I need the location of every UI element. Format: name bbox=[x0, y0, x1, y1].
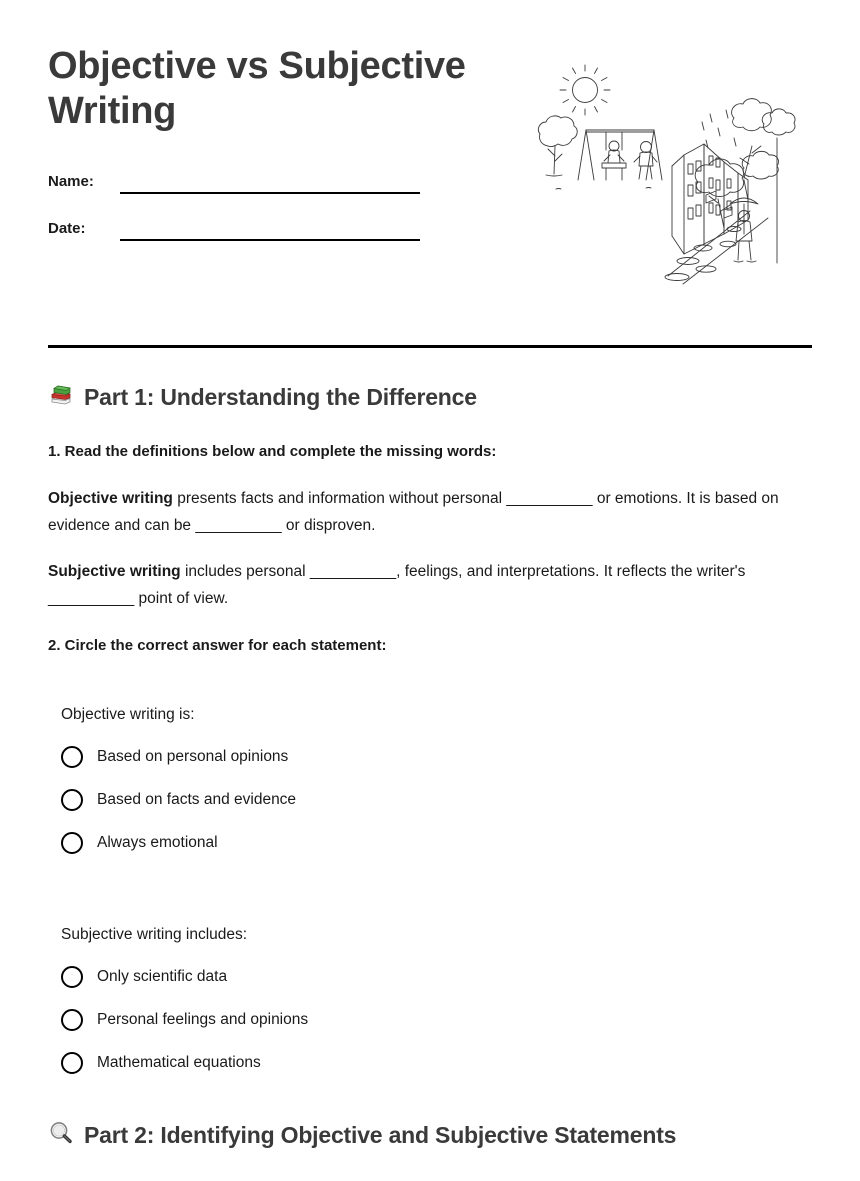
sun-icon bbox=[560, 65, 610, 115]
option-label: Based on facts and evidence bbox=[97, 790, 297, 808]
page-title: Objective vs Subjective Writing bbox=[48, 45, 466, 132]
option-row[interactable] bbox=[61, 964, 812, 990]
magnifying-glass-icon bbox=[48, 1120, 74, 1151]
radio-circle-icon[interactable] bbox=[61, 746, 83, 768]
mcq-prompt-subjective: Subjective writing includes: bbox=[61, 925, 248, 943]
option-label: Mathematical equations bbox=[97, 1053, 261, 1071]
definition-subjective-text: includes personal __________, feelings, and interpretations. It reflects the writer's __________ point of view. bbox=[48, 563, 746, 607]
worksheet-content bbox=[48, 382, 812, 1181]
header-divider-rule bbox=[48, 345, 812, 348]
worksheet-header bbox=[48, 44, 518, 254]
option-row[interactable] bbox=[61, 1007, 812, 1033]
name-field-label: Name: bbox=[48, 172, 94, 190]
option-label: Always emotional bbox=[97, 833, 218, 851]
books-icon bbox=[48, 382, 74, 413]
question-1-label: 1. Read the definitions below and complete the missing words: bbox=[48, 443, 497, 460]
option-row[interactable] bbox=[61, 744, 812, 770]
header-illustrations bbox=[528, 58, 828, 293]
option-row[interactable] bbox=[61, 830, 812, 856]
playground-swing-scene-illustration bbox=[538, 116, 662, 189]
option-label: Based on personal opinions bbox=[97, 747, 289, 765]
definition-objective-text: presents facts and information without personal __________ or emotions. It is based on evidence and can be __________ or disproven. bbox=[48, 490, 779, 534]
option-label: Only scientific data bbox=[97, 967, 228, 985]
definition-objective bbox=[48, 486, 812, 539]
mcq-prompt-objective: Objective writing is: bbox=[61, 705, 195, 723]
part2-heading bbox=[48, 1120, 812, 1151]
question-2-label: 2. Circle the correct answer for each statement: bbox=[48, 636, 387, 654]
name-field-input-line[interactable] bbox=[120, 192, 420, 194]
definition-objective-term: Objective writing bbox=[48, 490, 173, 507]
radio-circle-icon[interactable] bbox=[61, 1052, 83, 1074]
option-row[interactable] bbox=[61, 1050, 812, 1076]
definition-subjective-term: Subjective writing bbox=[48, 563, 181, 581]
radio-circle-icon[interactable] bbox=[61, 966, 83, 988]
rainy-street-umbrella-illustration bbox=[665, 99, 795, 284]
option-label: Personal feelings and opinions bbox=[97, 1010, 309, 1028]
part2-heading-text: Part 2: Identifying Objective and Subjective Statements bbox=[84, 1121, 677, 1148]
definition-subjective bbox=[48, 559, 812, 612]
mcq-group-subjective bbox=[48, 926, 812, 1076]
radio-circle-icon[interactable] bbox=[61, 1009, 83, 1031]
radio-circle-icon[interactable] bbox=[61, 789, 83, 811]
date-field-row bbox=[48, 207, 518, 241]
part1-heading-text: Part 1: Understanding the Difference bbox=[84, 384, 477, 410]
name-field-row bbox=[48, 160, 518, 194]
date-field-label: Date: bbox=[48, 219, 86, 237]
mcq-group-objective bbox=[48, 706, 812, 856]
student-fields bbox=[48, 160, 518, 241]
part1-heading bbox=[48, 382, 812, 413]
radio-circle-icon[interactable] bbox=[61, 832, 83, 854]
option-row[interactable] bbox=[61, 787, 812, 813]
date-field-input-line[interactable] bbox=[120, 239, 420, 241]
